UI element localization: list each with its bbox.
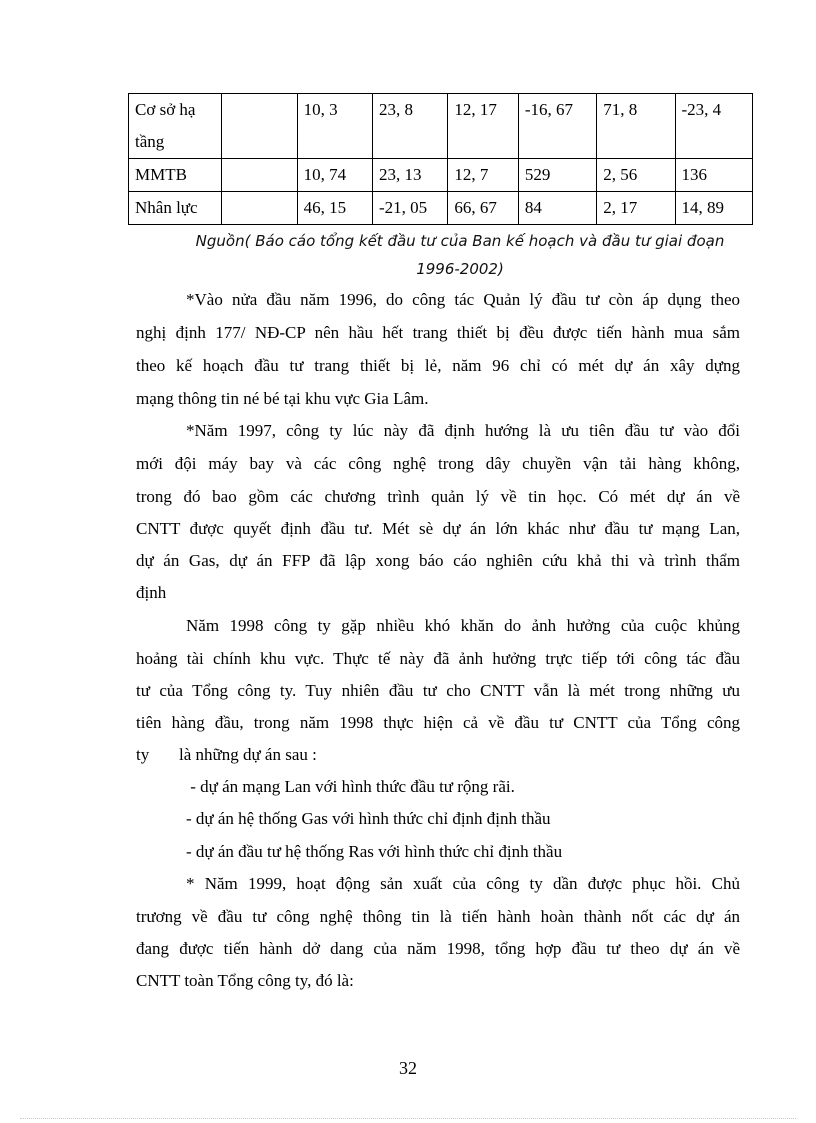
paragraph-1998-line: tiên hàng đầu, trong năm 1998 thực hiện cả về đầu tư CNTT của Tổng công: [136, 713, 740, 732]
table-cell: 14, 89: [675, 192, 752, 225]
table-cell: [221, 192, 297, 225]
bullet-item: - dự án hệ thống Gas với hình thức chỉ định định thầu: [186, 809, 551, 828]
table-cell: 2, 17: [597, 192, 675, 225]
table-row: [129, 94, 753, 159]
table-cell: [221, 94, 297, 159]
paragraph-1998-line: tư của Tổng công ty. Tuy nhiên đầu tư cho CNTT vẫn là mét trong những ưu: [136, 681, 740, 700]
row-label-text: Cơ sở hạ tầng: [135, 100, 196, 151]
table-cell: 10, 74: [297, 159, 372, 192]
table-cell: 136: [675, 159, 752, 192]
source-caption: Nguồn( Báo cáo tổng kết đầu tư của Ban kế hoạch và đầu tư giai đoạn: [195, 232, 725, 250]
table-cell: 529: [518, 159, 596, 192]
table-cell: 10, 3: [297, 94, 372, 159]
paragraph-1998-line: hoảng tài chính khu vực. Thực tế này đã ảnh hưởng trực tiếp tới công tác đầu: [136, 649, 740, 668]
bullet-item: - dự án đầu tư hệ thống Ras với hình thức chỉ định thầu: [186, 842, 563, 861]
table-cell: 84: [518, 192, 596, 225]
table-cell: -16, 67: [518, 94, 596, 159]
paragraph-1997-line: mới đội máy bay và các công nghệ trong dây chuyền vận tải hàng không,: [136, 454, 740, 473]
page-bottom-divider: [20, 1118, 796, 1119]
paragraph-1999-line: trương về đầu tư công nghệ thông tin là tiến hành hoàn thành nốt các dự án: [136, 907, 740, 926]
paragraph-1996-line: theo kế hoạch đầu tư trang thiết bị lẻ, năm 96 chỉ có mét dự án xây dựng: [136, 356, 740, 375]
paragraph-1997-line: *Năm 1997, công ty lúc này đã định hướng là ưu tiên đầu tư vào đổi: [186, 421, 740, 440]
table-cell: 23, 8: [372, 94, 447, 159]
paragraph-1996-line: nghị định 177/ NĐ-CP nên hầu hết trang thiết bị đều được tiến hành mua sắm: [136, 323, 740, 342]
table-row: [129, 192, 753, 225]
table-cell: 12, 17: [448, 94, 518, 159]
row-label: [129, 94, 222, 159]
table-row: [129, 159, 753, 192]
paragraph-1996-line: *Vào nửa đầu năm 1996, do công tác Quản lý đầu tư còn áp dụng theo: [186, 290, 740, 309]
table-cell: 46, 15: [297, 192, 372, 225]
table-cell: 12, 7: [448, 159, 518, 192]
row-label: MMTB: [129, 159, 222, 192]
paragraph-1999-line: * Năm 1999, hoạt động sản xuất của công ty dần được phục hồi. Chủ: [186, 874, 740, 893]
table-cell: [221, 159, 297, 192]
paragraph-1998-line: Năm 1998 công ty gặp nhiều khó khăn do ảnh hưởng của cuộc khủng: [186, 616, 740, 635]
table-cell: -23, 4: [675, 94, 752, 159]
row-label: Nhân lực: [129, 192, 222, 225]
paragraph-1998-line: ty là những dự án sau :: [136, 745, 317, 764]
investment-growth-table: [128, 93, 753, 225]
page-number: 32: [399, 1058, 417, 1078]
bullet-item: - dự án mạng Lan với hình thức đầu tư rộng rãi.: [186, 777, 515, 796]
paragraph-1996-line: mạng thông tin né bé tại khu vực Gia Lâm.: [136, 389, 429, 408]
table-cell: 71, 8: [597, 94, 675, 159]
paragraph-1997-line: CNTT được quyết định đầu tư. Mét sè dự án lớn khác như đầu tư mạng Lan,: [136, 519, 740, 538]
table-cell: -21, 05: [372, 192, 447, 225]
table-cell: 2, 56: [597, 159, 675, 192]
paragraph-1999-line: đang được tiến hành dở dang của năm 1998, tổng hợp đầu tư theo dự án về: [136, 939, 740, 958]
source-caption-continued: 1996-2002): [416, 260, 504, 278]
paragraph-1997-line: trong đó bao gồm các chương trình quản lý về tin học. Có mét dự án về: [136, 487, 740, 506]
table-cell: 23, 13: [372, 159, 447, 192]
paragraph-1999-line: CNTT toàn Tổng công ty, đó là:: [136, 971, 354, 990]
paragraph-1997-line: dự án Gas, dự án FFP đã lập xong báo cáo nghiên cứu khả thi và trình thẩm: [136, 551, 740, 570]
paragraph-1997-line: định: [136, 583, 167, 602]
table-cell: 66, 67: [448, 192, 518, 225]
